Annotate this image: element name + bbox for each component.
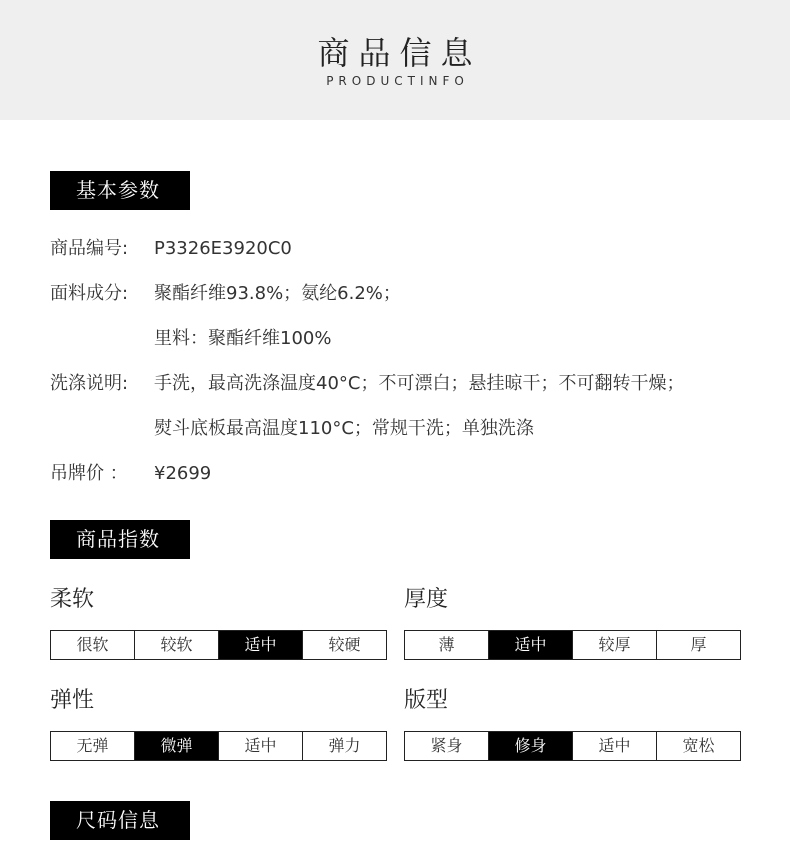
elasticity-option: 无弹 bbox=[51, 732, 135, 760]
info-value: 熨斗底板最高温度110°C；常规干洗；单独洗涤 bbox=[154, 418, 534, 439]
softness-scale bbox=[50, 630, 387, 660]
softness-option: 很软 bbox=[51, 631, 135, 659]
info-row-wash-2 bbox=[50, 417, 534, 441]
info-label: 面料成分: bbox=[50, 283, 129, 304]
thickness-option: 适中 bbox=[489, 631, 573, 659]
fit-label: 版型 bbox=[404, 688, 449, 713]
info-row-sku bbox=[50, 237, 292, 261]
thickness-option: 薄 bbox=[405, 631, 489, 659]
info-row-wash bbox=[50, 372, 684, 396]
elasticity-option: 微弹 bbox=[135, 732, 219, 760]
info-value: 聚酯纤维93.8%；氨纶6.2%； bbox=[154, 283, 401, 304]
fit-option: 宽松 bbox=[657, 732, 740, 760]
thickness-label: 厚度 bbox=[404, 587, 449, 612]
info-row-fabric bbox=[50, 282, 401, 306]
info-row-price bbox=[50, 462, 211, 486]
elasticity-option: 弹力 bbox=[303, 732, 386, 760]
fit-option: 适中 bbox=[573, 732, 657, 760]
thickness-scale bbox=[404, 630, 741, 660]
section-tag-basic: 基本参数 bbox=[50, 171, 190, 210]
section-tag-size: 尺码信息 bbox=[50, 801, 190, 840]
info-label: 吊牌价 ： bbox=[50, 463, 128, 484]
fit-scale bbox=[404, 731, 741, 761]
softness-option: 适中 bbox=[219, 631, 303, 659]
elasticity-scale bbox=[50, 731, 387, 761]
page-header bbox=[0, 0, 790, 120]
thickness-option: 厚 bbox=[657, 631, 740, 659]
section-tag-index: 商品指数 bbox=[50, 520, 190, 559]
fit-option: 修身 bbox=[489, 732, 573, 760]
info-value: ¥2699 bbox=[154, 463, 212, 484]
page-title: 商品信息 bbox=[317, 34, 482, 72]
elasticity-option: 适中 bbox=[219, 732, 303, 760]
info-row-lining bbox=[50, 327, 331, 351]
info-label: 洗涤说明: bbox=[50, 373, 129, 394]
fit-option: 紧身 bbox=[405, 732, 489, 760]
softness-option: 较软 bbox=[135, 631, 219, 659]
softness-label: 柔软 bbox=[50, 587, 95, 612]
thickness-option: 较厚 bbox=[573, 631, 657, 659]
softness-option: 较硬 bbox=[303, 631, 386, 659]
elasticity-label: 弹性 bbox=[50, 688, 95, 713]
info-label: 商品编号: bbox=[50, 238, 129, 259]
info-value: 里料：聚酯纤维100% bbox=[154, 328, 332, 349]
page-subtitle: PRODUCTINFO bbox=[326, 74, 469, 88]
info-value: P3326E3920C0 bbox=[154, 238, 292, 259]
info-value: 手洗，最高洗涤温度40°C；不可漂白；悬挂晾干；不可翻转干燥； bbox=[154, 373, 685, 394]
